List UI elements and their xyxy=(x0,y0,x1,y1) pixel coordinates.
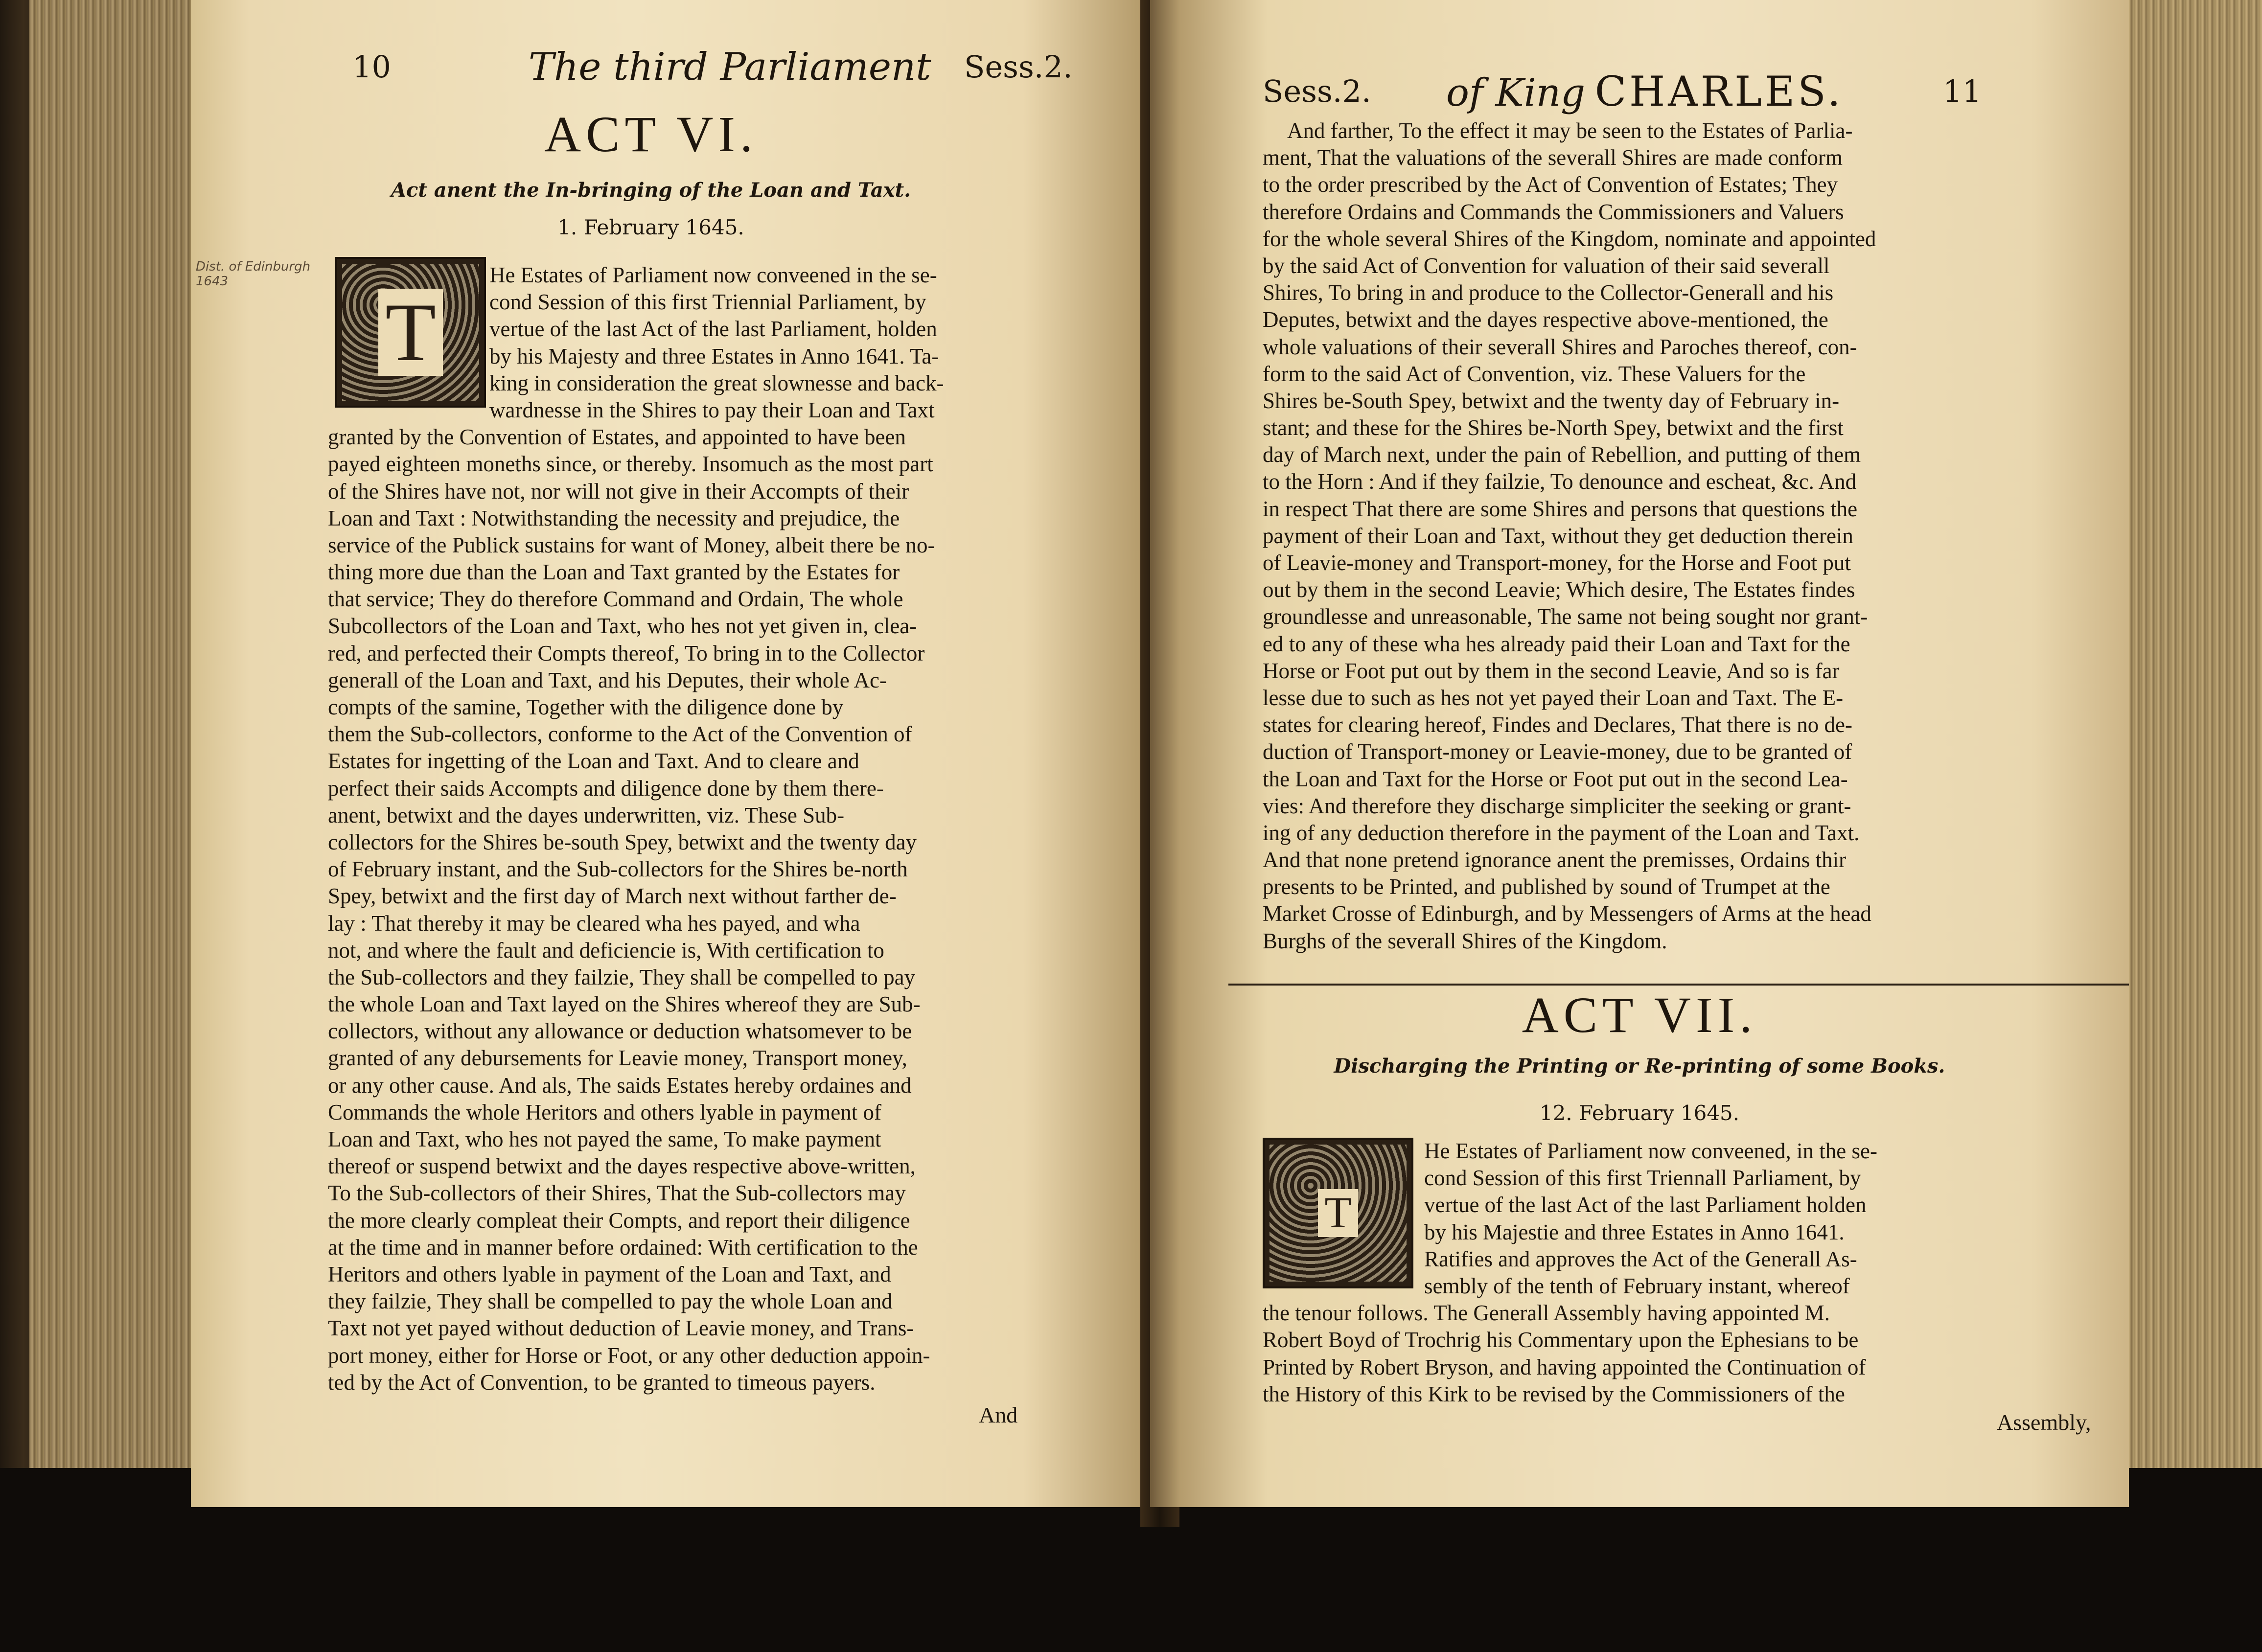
act-date: 12. February 1645. xyxy=(1539,1101,1740,1125)
text-line: that service; They do therefore Command and Ordain, The whole xyxy=(328,587,903,612)
text-line: Printed by Robert Bryson, and having appointed the Continuation of xyxy=(1263,1354,1866,1379)
text-line: Robert Boyd of Trochrig his Commentary upon the Ephesians to be xyxy=(1263,1328,1859,1353)
text-line: To the Sub-collectors of their Shires, That the Sub-collectors may xyxy=(328,1181,906,1206)
text-line: And farther, To the effect it may be seen to the Estates of Parlia- xyxy=(1287,118,1853,143)
text-line: king in consideration the great slownesse and back- xyxy=(489,370,944,395)
text-line: of the Shires have not, nor will not give in their Accompts of their xyxy=(328,479,909,504)
left-page xyxy=(191,0,1170,1507)
text-line: cond Session of this first Triennial Parliament, by xyxy=(489,290,926,315)
text-line: by his Majesty and three Estates in Anno 1641. Ta- xyxy=(489,344,939,368)
text-line: ing of any deduction therefore in the payment of the Loan and Taxt. xyxy=(1263,820,1860,845)
text-line: the whole Loan and Taxt layed on the Shires whereof they are Sub- xyxy=(328,992,921,1017)
text-line: to the order prescribed by the Act of Convention of Estates; They xyxy=(1263,172,1838,197)
text-line: day of March next, under the pain of Rebellion, and putting of them xyxy=(1263,442,1861,467)
text-line: Subcollectors of the Loan and Taxt, who hes not yet given in, clea- xyxy=(328,614,917,639)
text-line: sembly of the tenth of February instant, whereof xyxy=(1424,1273,1850,1298)
text-line: Commands the whole Heritors and others lyable in payment of xyxy=(328,1100,881,1124)
running-title xyxy=(1446,68,1844,115)
text-line: service of the Publick sustains for want of Money, albeit there be no- xyxy=(328,532,935,557)
session-label: Sess.2. xyxy=(1263,73,1371,109)
act-title: ACT VII. xyxy=(1522,987,1757,1043)
text-line: Ratifies and approves the Act of the Generall As- xyxy=(1424,1246,1857,1271)
running-title-italic: of King xyxy=(1446,71,1586,115)
text-line: granted of any debursements for Leavie money, Transport money, xyxy=(328,1046,907,1071)
text-line: them the Sub-collectors, conforme to the Act of the Convention of xyxy=(328,722,912,747)
marginal-note xyxy=(196,259,310,289)
text-line: perfect their saids Accompts and diligence done by them there- xyxy=(328,776,884,801)
right-page xyxy=(1150,0,2129,1507)
text-line: vertue of the last Act of the last Parliament holden xyxy=(1424,1193,1867,1217)
text-line: And that none pretend ignorance anent the premisses, Ordains thir xyxy=(1263,848,1847,872)
text-line: lesse due to such as hes not yet payed their Loan and Taxt. The E- xyxy=(1263,685,1844,710)
text-line: stant; and these for the Shires be-North Spey, betwixt and the first xyxy=(1263,415,1844,440)
text-line: presents to be Printed, and published by sound of Trumpet at the xyxy=(1263,874,1830,899)
act-vi-continued xyxy=(1263,117,2139,955)
running-title-caps: CHARLES. xyxy=(1594,68,1844,115)
act-vii-body xyxy=(1263,1138,2139,1408)
text-line: groundlesse and unreasonable, The same not being sought nor grant- xyxy=(1263,604,1868,629)
section-divider xyxy=(1228,984,2129,986)
text-line: Taxt not yet payed without deduction of Leavie money, and Trans- xyxy=(328,1316,914,1341)
act-vi-body xyxy=(328,262,1243,1396)
text-line: lay : That thereby it may be cleared wha hes payed, and wha xyxy=(328,911,860,936)
text-line: the Loan and Taxt for the Horse or Foot put out in the second Lea- xyxy=(1263,766,1848,791)
text-line: ed to any of these wha hes already paid their Loan and Taxt for the xyxy=(1263,631,1850,656)
text-line: Shires be-South Spey, betwixt and the twenty day of February in- xyxy=(1263,388,1840,413)
text-line: Loan and Taxt : Notwithstanding the necessity and prejudice, the xyxy=(328,505,900,530)
text-line: for the whole several Shires of the Kingdom, nominate and appointed xyxy=(1263,226,1876,251)
text-line: out by them in the second Leavie; Which desire, The Estates findes xyxy=(1263,577,1855,602)
text-line: of Leavie-money and Transport-money, for the Horse and Foot put xyxy=(1263,551,1851,575)
text-line: the Sub-collectors and they failzie, They shall be compelled to pay xyxy=(328,964,916,989)
text-line: collectors, without any allowance or deduction whatsomever to be xyxy=(328,1019,912,1044)
text-line: Spey, betwixt and the first day of March next without farther de- xyxy=(328,884,897,909)
text-line: duction of Transport-money or Leavie-money, due to be granted of xyxy=(1263,739,1852,764)
text-line: of February instant, and the Sub-collectors for the Shires be-north xyxy=(328,857,908,882)
text-line: at the time and in manner before ordained: With certification to the xyxy=(328,1235,918,1260)
text-line: cond Session of this first Triennall Parliament, by xyxy=(1424,1166,1861,1191)
page-number: 11 xyxy=(1943,73,1982,109)
text-line: Burghs of the severall Shires of the Kingdom. xyxy=(1263,928,1667,953)
text-line: whole valuations of their severall Shires and Paroches thereof, con- xyxy=(1263,334,1857,359)
text-line: Heritors and others lyable in payment of the Loan and Taxt, and xyxy=(328,1262,891,1286)
text-line: or any other cause. And als, The saids Estates hereby ordaines and xyxy=(328,1073,912,1098)
page-edges-left xyxy=(29,0,201,1492)
text-line: Market Crosse of Edinburgh, and by Messengers of Arms at the head xyxy=(1263,901,1871,926)
text-line: He Estates of Parliament now conveened in the se- xyxy=(489,263,937,287)
text-line: Estates for ingetting of the Loan and Taxt. And to cleare and xyxy=(328,749,859,774)
running-title: The third Parliament xyxy=(529,45,931,89)
text-line: granted by the Convention of Estates, and appointed to have been xyxy=(328,425,906,450)
text-line: the History of this Kirk to be revised by the Commissioners of the xyxy=(1263,1381,1845,1406)
text-line: ted by the Act of Convention, to be granted to timeous payers. xyxy=(328,1370,876,1395)
text-line: Loan and Taxt, who hes not payed the same, To make payment xyxy=(328,1127,881,1151)
act-date: 1. February 1645. xyxy=(557,215,744,239)
text-line: payment of their Loan and Taxt, without they get deduction therein xyxy=(1263,523,1853,548)
catchword: Assembly, xyxy=(1997,1410,2091,1435)
text-line: red, and perfected their Compts thereof, To bring in to the Collector xyxy=(328,641,925,665)
text-line: He Estates of Parliament now conveened, in the se- xyxy=(1424,1139,1877,1163)
catchword: And xyxy=(979,1402,1018,1427)
text-line: therefore Ordains and Commands the Commissioners and Valuers xyxy=(1263,199,1844,224)
text-line: thereof or suspend betwixt and the dayes respective above-written, xyxy=(328,1154,916,1179)
text-line: form to the said Act of Convention, viz. These Valuers for the xyxy=(1263,361,1806,386)
text-line: states for clearing hereof, Findes and Declares, That there is no de- xyxy=(1263,712,1852,737)
text-line: Deputes, betwixt and the dayes respective above-mentioned, the xyxy=(1263,307,1828,332)
text-line: by the said Act of Convention for valuation of their said severall xyxy=(1263,253,1830,278)
text-line: by his Majestie and three Estates in Anno 1641. xyxy=(1424,1219,1845,1244)
act-subtitle: Act anent the In-bringing of the Loan and Taxt. xyxy=(391,179,911,202)
text-line: compts of the samine, Together with the diligence done by xyxy=(328,695,844,719)
page-number: 10 xyxy=(352,49,391,85)
text-line: the tenour follows. The Generall Assembly having appointed M. xyxy=(1263,1301,1830,1326)
text-line: generall of the Loan and Taxt, and his Deputes, their whole Ac- xyxy=(328,667,887,692)
act-title: ACT VI. xyxy=(544,106,758,162)
text-line: Horse or Foot put out by them in the second Leavie, And so is far xyxy=(1263,658,1840,683)
text-line: anent, betwixt and the dayes underwritten, viz. These Sub- xyxy=(328,803,845,827)
text-line: Shires, To bring in and produce to the Collector-Generall and his xyxy=(1263,280,1834,305)
text-line: vies: And therefore they discharge simpliciter the seeking or grant- xyxy=(1263,793,1851,818)
text-line: payed eighteen moneths since, or thereby. Insomuch as the most part xyxy=(328,452,933,477)
text-line: port money, either for Horse or Foot, or any other deduction appoin- xyxy=(328,1343,930,1368)
text-line: vertue of the last Act of the last Parliament, holden xyxy=(489,317,937,342)
text-line: the more clearly compleat their Compts, and report their diligence xyxy=(328,1208,910,1233)
initial-letter: T xyxy=(378,289,443,376)
text-line: not, and where the fault and deficiencie is, With certification to xyxy=(328,938,884,963)
initial-letter: T xyxy=(1318,1189,1359,1237)
marginal-note-line: Dist. of Edinburgh xyxy=(196,259,311,274)
text-line: they failzie, They shall be compelled to pay the whole Loan and xyxy=(328,1289,893,1314)
text-line: thing more due than the Loan and Taxt granted by the Estates for xyxy=(328,560,900,585)
act-subtitle: Discharging the Printing or Re-printing of some Books. xyxy=(1334,1055,1945,1078)
text-line: in respect That there are some Shires and persons that questions the xyxy=(1263,496,1858,521)
text-line: wardnesse in the Shires to pay their Loan and Taxt xyxy=(489,397,935,422)
text-line: to the Horn : And if they failzie, To denounce and escheat, &c. And xyxy=(1263,469,1857,494)
marginal-note-line: 1643 xyxy=(196,274,229,289)
text-line: ment, That the valuations of the severall Shires are made conform xyxy=(1263,145,1843,170)
text-line: collectors for the Shires be-south Spey, betwixt and the twenty day xyxy=(328,829,917,854)
session-label: Sess.2. xyxy=(964,49,1073,85)
